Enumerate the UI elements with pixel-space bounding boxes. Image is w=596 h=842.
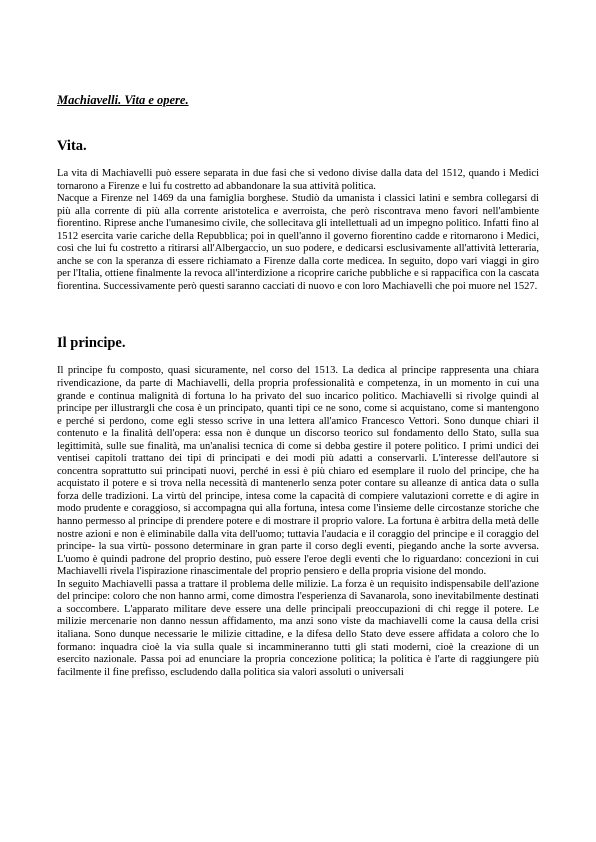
paragraph: La vita di Machiavelli può essere separata in due fasi che si vedono divise dalla data del 1512, quando i Medici tornarono a Firenze e lui fu costretto ad abbandonare la sua attività politica. (57, 168, 539, 192)
document-title: Machiavelli. Vita e opere. (57, 93, 189, 107)
section-heading-vita: Vita. (57, 138, 87, 154)
document-body (57, 92, 539, 679)
paragraph: Il principe fu composto, quasi sicuramente, nel corso del 1513. La dedica al principe rappresenta una chiara rivendicazione, da parte di Machiavelli, della propria professionalità e competenza, in un momento in cui una grande e continua malignità di fortuna lo ha privato del suo incarico politico. Machiavelli si rivolge quindi al principe per illustrargli che cosa è un principato, quanti tipi ce ne sono, come si acquistano, come si mantengono e perché si perdono, come egli stesso scrive in una lettera all'amico Francesco Vettori. Sono dunque chiari il contenuto e la finalità dell'opera: essa non è dunque un discorso teorico sul fondamento dello Stato, sulla sua legittimità, sulle sue finalità, ma un'analisi tecnica di come si debba gestire il potere politico. I primi undici dei ventisei capitoli trattano dei tipi di principati e dei modi più adatti a conservarli. L'interesse dell'autore si concentra soprattutto sui principati nuovi, perché in essi è più chiaro ed esemplare il ruolo del principe, che ha acquistato il potere e si trova nella necessità di mantenerlo senza poter contare su alleanze di antica data o sulla forza delle tradizioni. La virtù del principe, intesa come la capacità di compiere valutazioni corrette e di agire in modo prudente e coraggioso, si accompagna qui alla fortuna, intesa come l'insieme delle circostanze storiche che hanno permesso al principe di prendere potere e di mostrare il proprio valore. La fortuna è arbitra della metà delle nostre azioni e non è eliminabile dalla vita dell'uomo; tuttavia l'audacia e il coraggio del principe e il coraggio del principe- la sua virtù- possono determinare in gran parte il corso degli eventi, piegando anche la sorte avversa. L'uomo è quindi padrone del proprio destino, può essere l'eroe degli eventi che lo riguardano: concezioni in cui Machiavelli rivela l'ispirazione rinascimentale del proprio pensiero e della propria visione del mondo. (57, 365, 539, 578)
paragraph: In seguito Machiavelli passa a trattare il problema delle milizie. La forza è un requisito indispensabile dell'azione del principe: coloro che non hanno armi, come dimostra l'esperienza di Savanarola, sono inevitabilmente destinati a soccombere. L'apparato militare deve essere una delle principali preoccupazioni di chi regge il potere. Le milizie mercenarie non danno nessun affidamento, ma anzi sono viste da machiavelli come la causa della crisi italiana. Sono dunque necessarie le milizie cittadine, e la difesa dello Stato deve essere affidata a coloro che lo formano: inquadra cioè la via sulla quale si incammineranno tutti gli stati moderni, cioè la creazione di un esercito nazionale. Passa poi ad enunciare la propria concezione politica; la politica è l'arte di raggiungere più facilmente il fine prefisso, escludendo dalla politica sia valori assoluti o universali (57, 578, 539, 678)
section-heading-il-principe: Il principe. (57, 335, 126, 352)
paragraph: Nacque a Firenze nel 1469 da una famiglia borghese. Studiò da umanista i classici latini e sembra collegarsi di più alla corrente di più alla corrente aristotelica e averroista, che però riscontrava meno favori nell'ambiente fiorentino. Riprese anche l'umanesimo civile, che sollecitava gli intellettuali ad un impegno politico. Infatti fino al 1512 esercita varie cariche della Repubblica; poi in quell'anno il governo fiorentino cadde e ritornarono i Medici, così che lui fu costretto a ritirarsi all'Albergaccio, un suo podere, e dedicarsi esclusivamente all'attività letteraria, anche se con la speranza di essere richiamato a Firenze dalla corte medicea. In seguito, dopo vari viaggi in giro per l'Italia, ottiene finalmente la revoca all'interdizione a ricoprire cariche pubbliche e si rappacifica con la cascata fiorentina. Successivamente però questi saranno cacciati di nuovo e con loro Machiavelli che poi muore nel 1527. (57, 193, 539, 292)
section-spacer (57, 293, 539, 334)
